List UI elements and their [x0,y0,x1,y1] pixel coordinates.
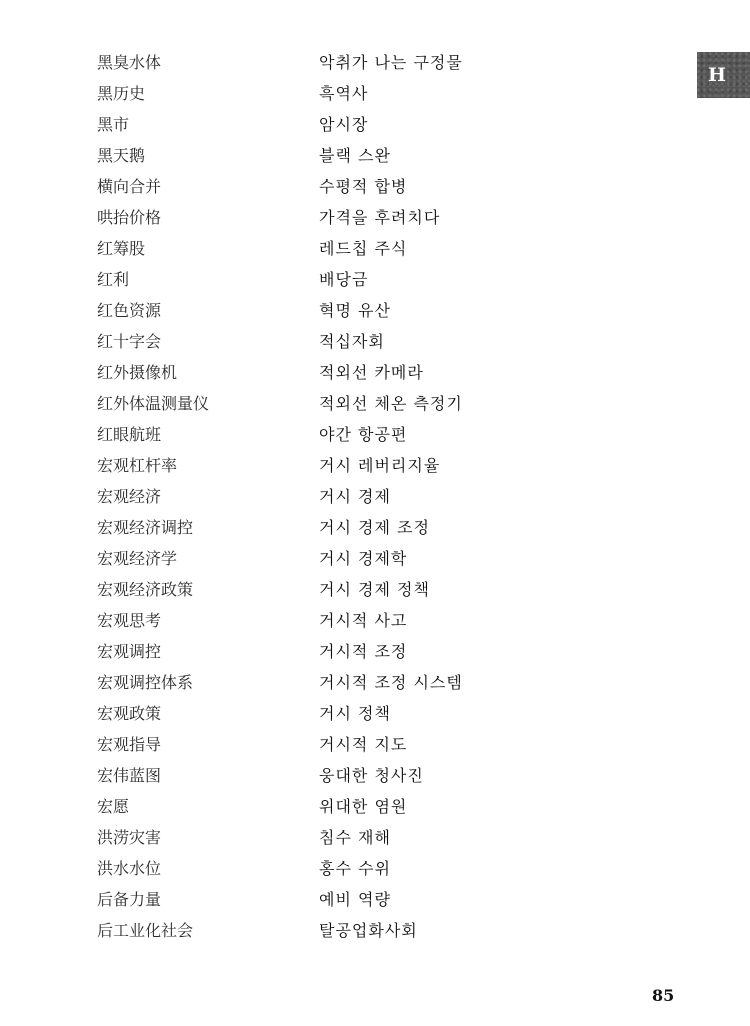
korean-translation: 거시 경제 [319,487,391,506]
entry-row [0,732,690,763]
korean-translation: 배당금 [319,270,369,289]
korean-translation: 침수 재해 [319,828,391,847]
entry-row [0,546,690,577]
page-number: 85 [652,986,675,1005]
entry-list [0,50,690,949]
korean-translation: 거시적 조정 시스템 [319,673,463,692]
chinese-term: 洪涝灾害 [97,828,162,847]
entry-row [0,236,690,267]
chinese-term: 宏观杠杆率 [97,456,178,475]
korean-translation: 거시 경제 조정 [319,518,430,537]
korean-translation: 거시적 조정 [319,642,408,661]
entry-row [0,639,690,670]
chinese-term: 宏观思考 [97,611,162,630]
entry-row [0,484,690,515]
korean-translation: 홍수 수위 [319,859,391,878]
chinese-term: 宏观经济政策 [97,580,194,599]
entry-row [0,422,690,453]
entry-row [0,391,690,422]
korean-translation: 악취가 나는 구정물 [319,53,463,72]
korean-translation: 암시장 [319,115,369,134]
entry-row [0,205,690,236]
section-tab [697,52,750,98]
korean-translation: 거시적 지도 [319,735,408,754]
korean-translation: 흑역사 [319,84,369,103]
chinese-term: 红外摄像机 [97,363,178,382]
korean-translation: 거시 경제 정책 [319,580,430,599]
korean-translation: 탈공업화사회 [319,921,418,940]
chinese-term: 红眼航班 [97,425,162,444]
korean-translation: 수평적 합병 [319,177,408,196]
entry-row [0,515,690,546]
korean-translation: 웅대한 청사진 [319,766,424,785]
entry-row [0,143,690,174]
chinese-term: 黑天鹅 [97,146,146,165]
entry-row [0,112,690,143]
chinese-term: 后工业化社会 [97,921,194,940]
chinese-term: 红筹股 [97,239,146,258]
chinese-term: 黑历史 [97,84,146,103]
entry-row [0,794,690,825]
entry-row [0,887,690,918]
entry-row [0,329,690,360]
entry-row [0,50,690,81]
chinese-term: 红色资源 [97,301,162,320]
entry-row [0,701,690,732]
entry-row [0,918,690,949]
chinese-term: 宏观经济 [97,487,162,506]
entry-row [0,577,690,608]
korean-translation: 예비 역량 [319,890,391,909]
chinese-term: 红利 [97,270,130,289]
korean-translation: 거시 경제학 [319,549,408,568]
chinese-term: 宏观经济学 [97,549,178,568]
entry-row [0,763,690,794]
entry-row [0,174,690,205]
chinese-term: 黑臭水体 [97,53,162,72]
korean-translation: 적외선 카메라 [319,363,424,382]
korean-translation: 적외선 체온 측정기 [319,394,463,413]
korean-translation: 적십자회 [319,332,385,351]
korean-translation: 야간 항공편 [319,425,408,444]
chinese-term: 宏观调控 [97,642,162,661]
entry-row [0,360,690,391]
korean-translation: 위대한 염원 [319,797,408,816]
entry-row [0,453,690,484]
entry-row [0,825,690,856]
chinese-term: 哄抬价格 [97,208,162,227]
korean-translation: 혁명 유산 [319,301,391,320]
korean-translation: 레드칩 주식 [319,239,408,258]
chinese-term: 宏愿 [97,797,130,816]
chinese-term: 宏伟蓝图 [97,766,162,785]
korean-translation: 블랙 스완 [319,146,391,165]
chinese-term: 红十字会 [97,332,162,351]
entry-row [0,298,690,329]
chinese-term: 宏观指导 [97,735,162,754]
entry-row [0,670,690,701]
entry-row [0,856,690,887]
chinese-term: 宏观政策 [97,704,162,723]
chinese-term: 宏观调控体系 [97,673,194,692]
entry-row [0,608,690,639]
entry-row [0,81,690,112]
korean-translation: 거시적 사고 [319,611,408,630]
chinese-term: 红外体温测量仪 [97,394,210,413]
chinese-term: 黑市 [97,115,130,134]
chinese-term: 横向合并 [97,177,162,196]
korean-translation: 가격을 후려치다 [319,208,441,227]
chinese-term: 后备力量 [97,890,162,909]
entry-row [0,267,690,298]
korean-translation: 거시 정책 [319,704,391,723]
chinese-term: 宏观经济调控 [97,518,194,537]
chinese-term: 洪水水位 [97,859,162,878]
section-tab-letter: H [708,64,726,86]
korean-translation: 거시 레버리지율 [319,456,441,475]
